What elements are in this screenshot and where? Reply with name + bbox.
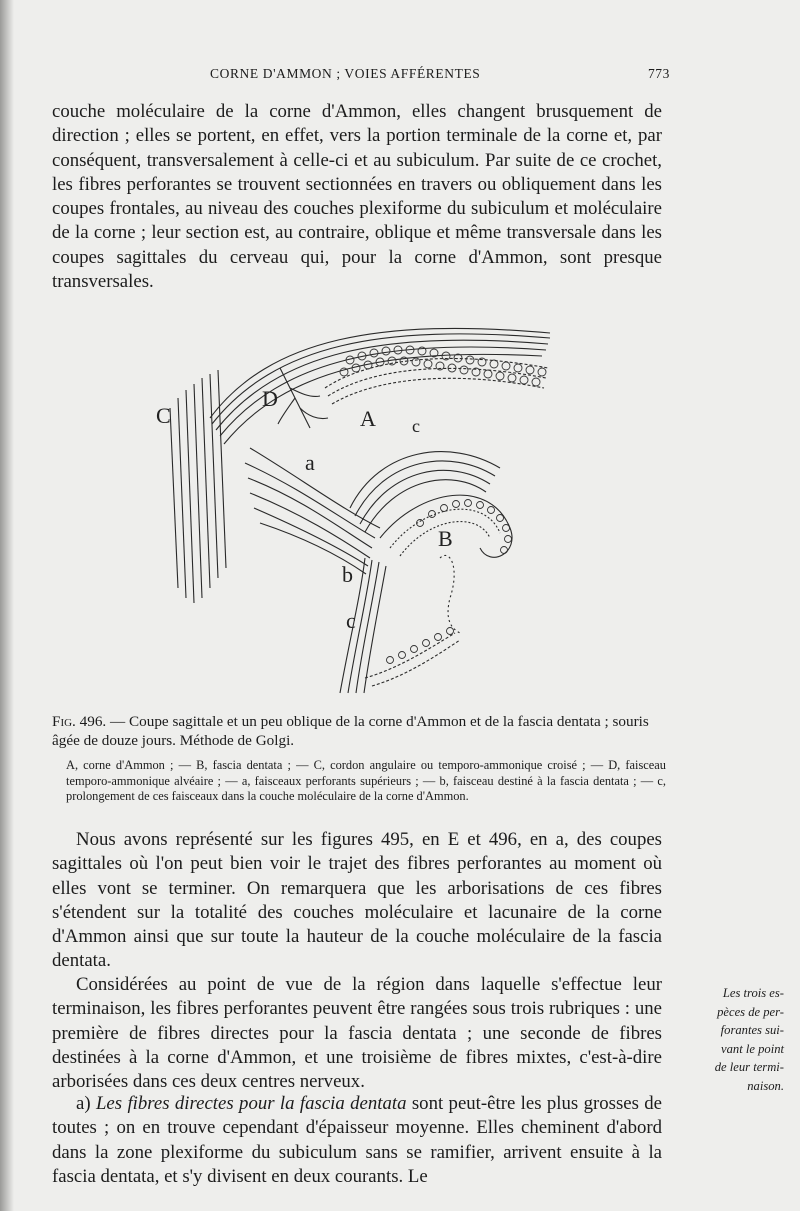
label-b: b: [342, 562, 353, 587]
margin-note-line: de leur termi-: [714, 1060, 784, 1074]
label-c-top: c: [412, 416, 420, 436]
margin-note: [680, 984, 784, 1095]
figure-legend: A, corne d'Ammon ; — B, fascia dentata ; — C, cordon angulaire ou temporo-ammonique croisé ; — D, faisceau temporo-ammonique alvéaire ; — a, faisceaux perforants supérieurs ; — b, faisceau destiné à la fascia dentata ; — c, prolongement de ces faisceaux dans la couche moléculaire de la corne d'Ammon.: [66, 758, 666, 803]
margin-note-line: naison.: [747, 1078, 784, 1093]
paragraph-4: [52, 1092, 662, 1189]
figure-caption: [52, 712, 666, 750]
figure-caption-text: — Coupe sagittale et un peu oblique de la corne d'Ammon et de la fascia dentata ; souris âgée de douze jours. Méthode de Golgi.: [52, 713, 649, 749]
page-gutter-shadow: [0, 0, 14, 1211]
paragraph-1: couche moléculaire de la corne d'Ammon, elles changent brusquement de direction ; elles se portent, en effet, vers la portion terminale de la corne et, par conséquent, transversalement à celle-ci et au subiculum. Par suite de ce crochet, les fibres perforantes se trouvent sectionnées en travers ou obliquement dans les coupes frontales, au niveau des couches plexiforme du subiculum et moléculaire de la corne ; leur section est, au contraire, oblique et même transversale dans les coupes sagittales du cerveau qui, pour la corne d'Ammon, sont presque transversales.: [52, 101, 662, 293]
label-a: a: [305, 450, 315, 475]
margin-note-line: pèces de per-: [717, 1004, 784, 1019]
paragraph-4-text: sont peut-être les plus grosses de toutes ; on en trouve cependant d'épaisseur moyenne. Elles cheminent d'abord dans la zone plexiforme du subiculum sans se ramifier, arrivent ensuite à la fascia dentata, et s'y divisent en deux courants. Le: [52, 1093, 663, 1187]
label-D: D: [262, 386, 278, 411]
label-C: C: [156, 403, 171, 428]
page-number: 773: [647, 66, 670, 81]
paragraph-3-text: Considérées au point de vue de la région dans laquelle s'effectue leur terminaison, les fibres perforantes peuvent être rangées sous trois rubriques : une première de fibres directes pour la fascia dentata ; une seconde de fibres destinées à la corne d'Ammon, et une troisième de fibres mixtes, c'est-à-dire arborisées dans ces deux centres nerveux.: [52, 974, 662, 1093]
label-c-bottom: c: [346, 608, 356, 633]
paragraph-3: [52, 973, 662, 1094]
paragraph-4-label: a): [76, 1093, 91, 1114]
label-B: B: [438, 526, 453, 551]
running-head: [60, 62, 670, 84]
paragraph-4-italic: Les fibres directes pour la fascia dentata: [95, 1093, 407, 1114]
running-title: CORNE D'AMMON ; VOIES AFFÉRENTES: [210, 66, 481, 81]
margin-note-line: vant le point: [721, 1041, 784, 1056]
paragraph-2-text: Nous avons représenté sur les figures 495, en E et 496, en a, des coupes sagittales où l'on peut bien voir le trajet des fibres perforantes au moment où elles vont se terminer. On remarquera que les arborisations de ces fibres s'étendent sur la totalité des couches moléculaire et lacunaire de la corne d'Ammon ainsi que sur toute la hauteur de la couche moléculaire de la fascia dentata.: [52, 829, 662, 972]
paragraph-2: [52, 828, 662, 974]
label-A: A: [360, 406, 376, 431]
margin-note-line: forantes sui-: [720, 1023, 784, 1037]
margin-note-line: Les trois es-: [722, 986, 784, 1000]
figure-number: Fig. 496.: [52, 713, 107, 730]
figure-496: [150, 298, 570, 698]
hippocampus-golgi-drawing: [150, 298, 570, 698]
